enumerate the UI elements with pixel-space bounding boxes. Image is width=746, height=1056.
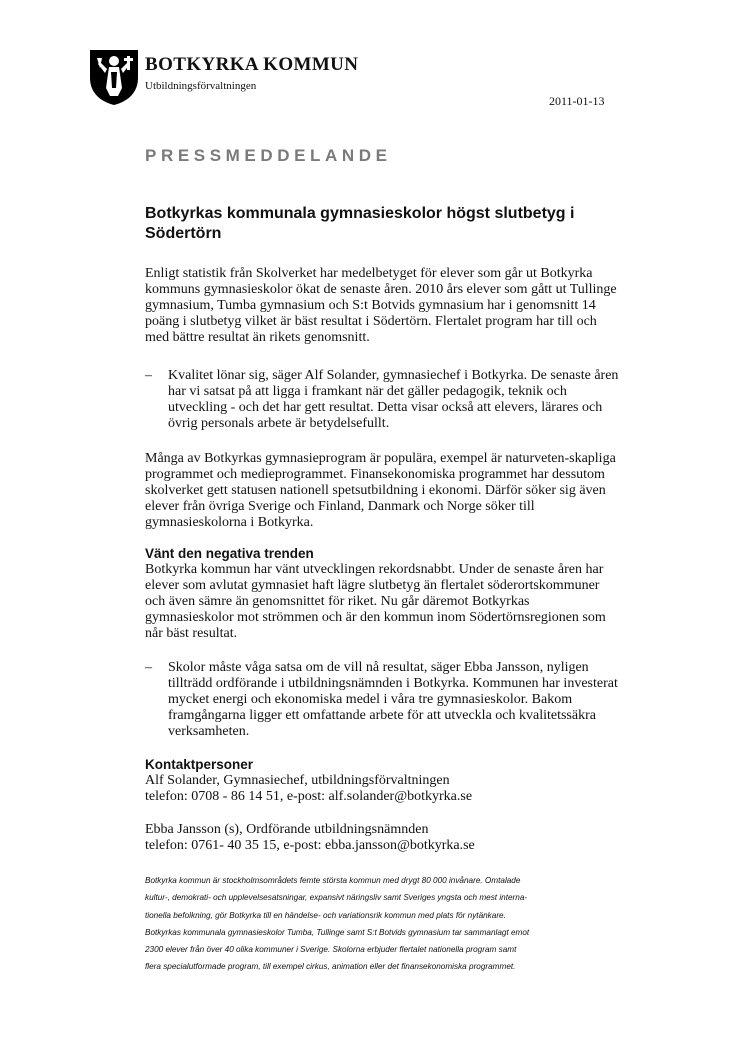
contact-name-line: Alf Solander, Gymnasiechef, utbildningsförvaltningen (145, 773, 450, 788)
contact-phone-email-line: telefon: 0761- 40 35 15, e-post: ebba.jansson@botkyrka.se (145, 838, 475, 853)
intro-paragraph: Enligt statistik från Skolverket har medelbetyget för elever som går ut Botkyrka kommuns gymnasieskolor ökat de senaste åren. 2010 års elever som gått ut Tullinge gymnasium, Tumba gymnasium och S:t Botvids gymnasium har i genomsnitt 14 poäng i slutbetyg vilket är bäst resultat i Södertörn. Flertalet program har till och med bättre resultat än rikets genomsnitt. (145, 266, 617, 345)
footer-line: tionella befolkning, gör Botkyrka till en händelse- och variationsrik kommun med plats för nytänkare. (145, 910, 506, 920)
footer-line: Botkyrka kommun är stockholmsområdets femte största kommun med drygt 80 000 invånare. Omtalade (145, 876, 521, 885)
programs-paragraph: Många av Botkyrkas gymnasieprogram är populära, exempel är naturveten-skapliga programmet och medieprogrammet. Finansekonomiska programmet har dessutom skolverket gett statusen nationell spetsutbildning i ekonomi. Därför söker sig även elever från övriga Sverige och Finland, Danmark och Norge söker till gymnasieskolorna i Botkyrka. (145, 451, 616, 530)
contact-name-line: Ebba Jansson (s), Ordförande utbildningsnämnden (145, 822, 429, 837)
press-release-headline: Botkyrkas kommunala gymnasieskolor högst slutbetyg i Södertörn (145, 205, 575, 242)
contact-phone-email-line: telefon: 0708 - 86 14 51, e-post: alf.solander@botkyrka.se (145, 789, 473, 804)
quote-dash: – (145, 660, 152, 675)
quote-text: Kvalitet lönar sig, säger Alf Solander, gymnasiechef i Botkyrka. De senaste åren har vi satsat på att ligga i framkant när det gäller pedagogik, teknik och utveckling - och det har gett resultat. Detta visar också att elevers, lärares och övrig personals arbete är betydelsefullt. (168, 368, 619, 431)
trend-paragraph: Botkyrka kommun har vänt utvecklingen rekordsnabbt. Under de senaste åren har elever som avlutat gymnasiet haft lägre slutbetyg än flertalet söderortskommuner och även sämre än genomsnittet för riket. Nu går däremot Botkyrkas gymnasieskolor mot strömmen och är den kommun inom Södertörnsregionen som når bäst resultat. (145, 562, 606, 641)
organization-name: BOTKYRKA KOMMUN (145, 54, 359, 75)
quote-dash: – (145, 368, 152, 383)
document-type-heading: PRESSMEDDELANDE (145, 146, 392, 165)
footer-line: 2300 elever från över 40 olika kommuner i Sverige. Skolorna erbjuder flertalet nationella program samt (145, 945, 517, 955)
document-date: 2011-01-13 (549, 94, 605, 108)
department-name: Utbildningsförvaltningen (145, 80, 257, 92)
section-heading-contacts: Kontaktpersoner (145, 757, 254, 772)
footer-line: flera specialutformade program, till exempel cirkus, animation eller det finansekonomiska programmet. (145, 962, 516, 972)
botkyrka-coat-of-arms-logo (88, 48, 140, 106)
quote-text: Skolor måste våga satsa om de vill nå resultat, säger Ebba Jansson, nyligen tillträdd ordförande i utbildningsnämnden i Botkyrka. Kommunen har investerat mycket energi och ekonomiska medel i våra tre gymnasieskolor. Bakom framgångarna ligger ett omfattande arbete för att utveckla och kvalitetssäkra verksamheten. (168, 660, 618, 739)
footer-line: Botkyrkas kommunala gymnasieskolor Tumba, Tullinge samt S:t Botvids gymnasium tar sammanlagt emot (145, 927, 530, 937)
section-heading-trend: Vänt den negativa trenden (145, 546, 314, 561)
footer-line: kultur-, demokrati- och upplevelsesatsningar, expansivt näringsliv samt Sveriges yngsta och mest interna- (145, 893, 528, 903)
footer-boilerplate (145, 872, 625, 976)
